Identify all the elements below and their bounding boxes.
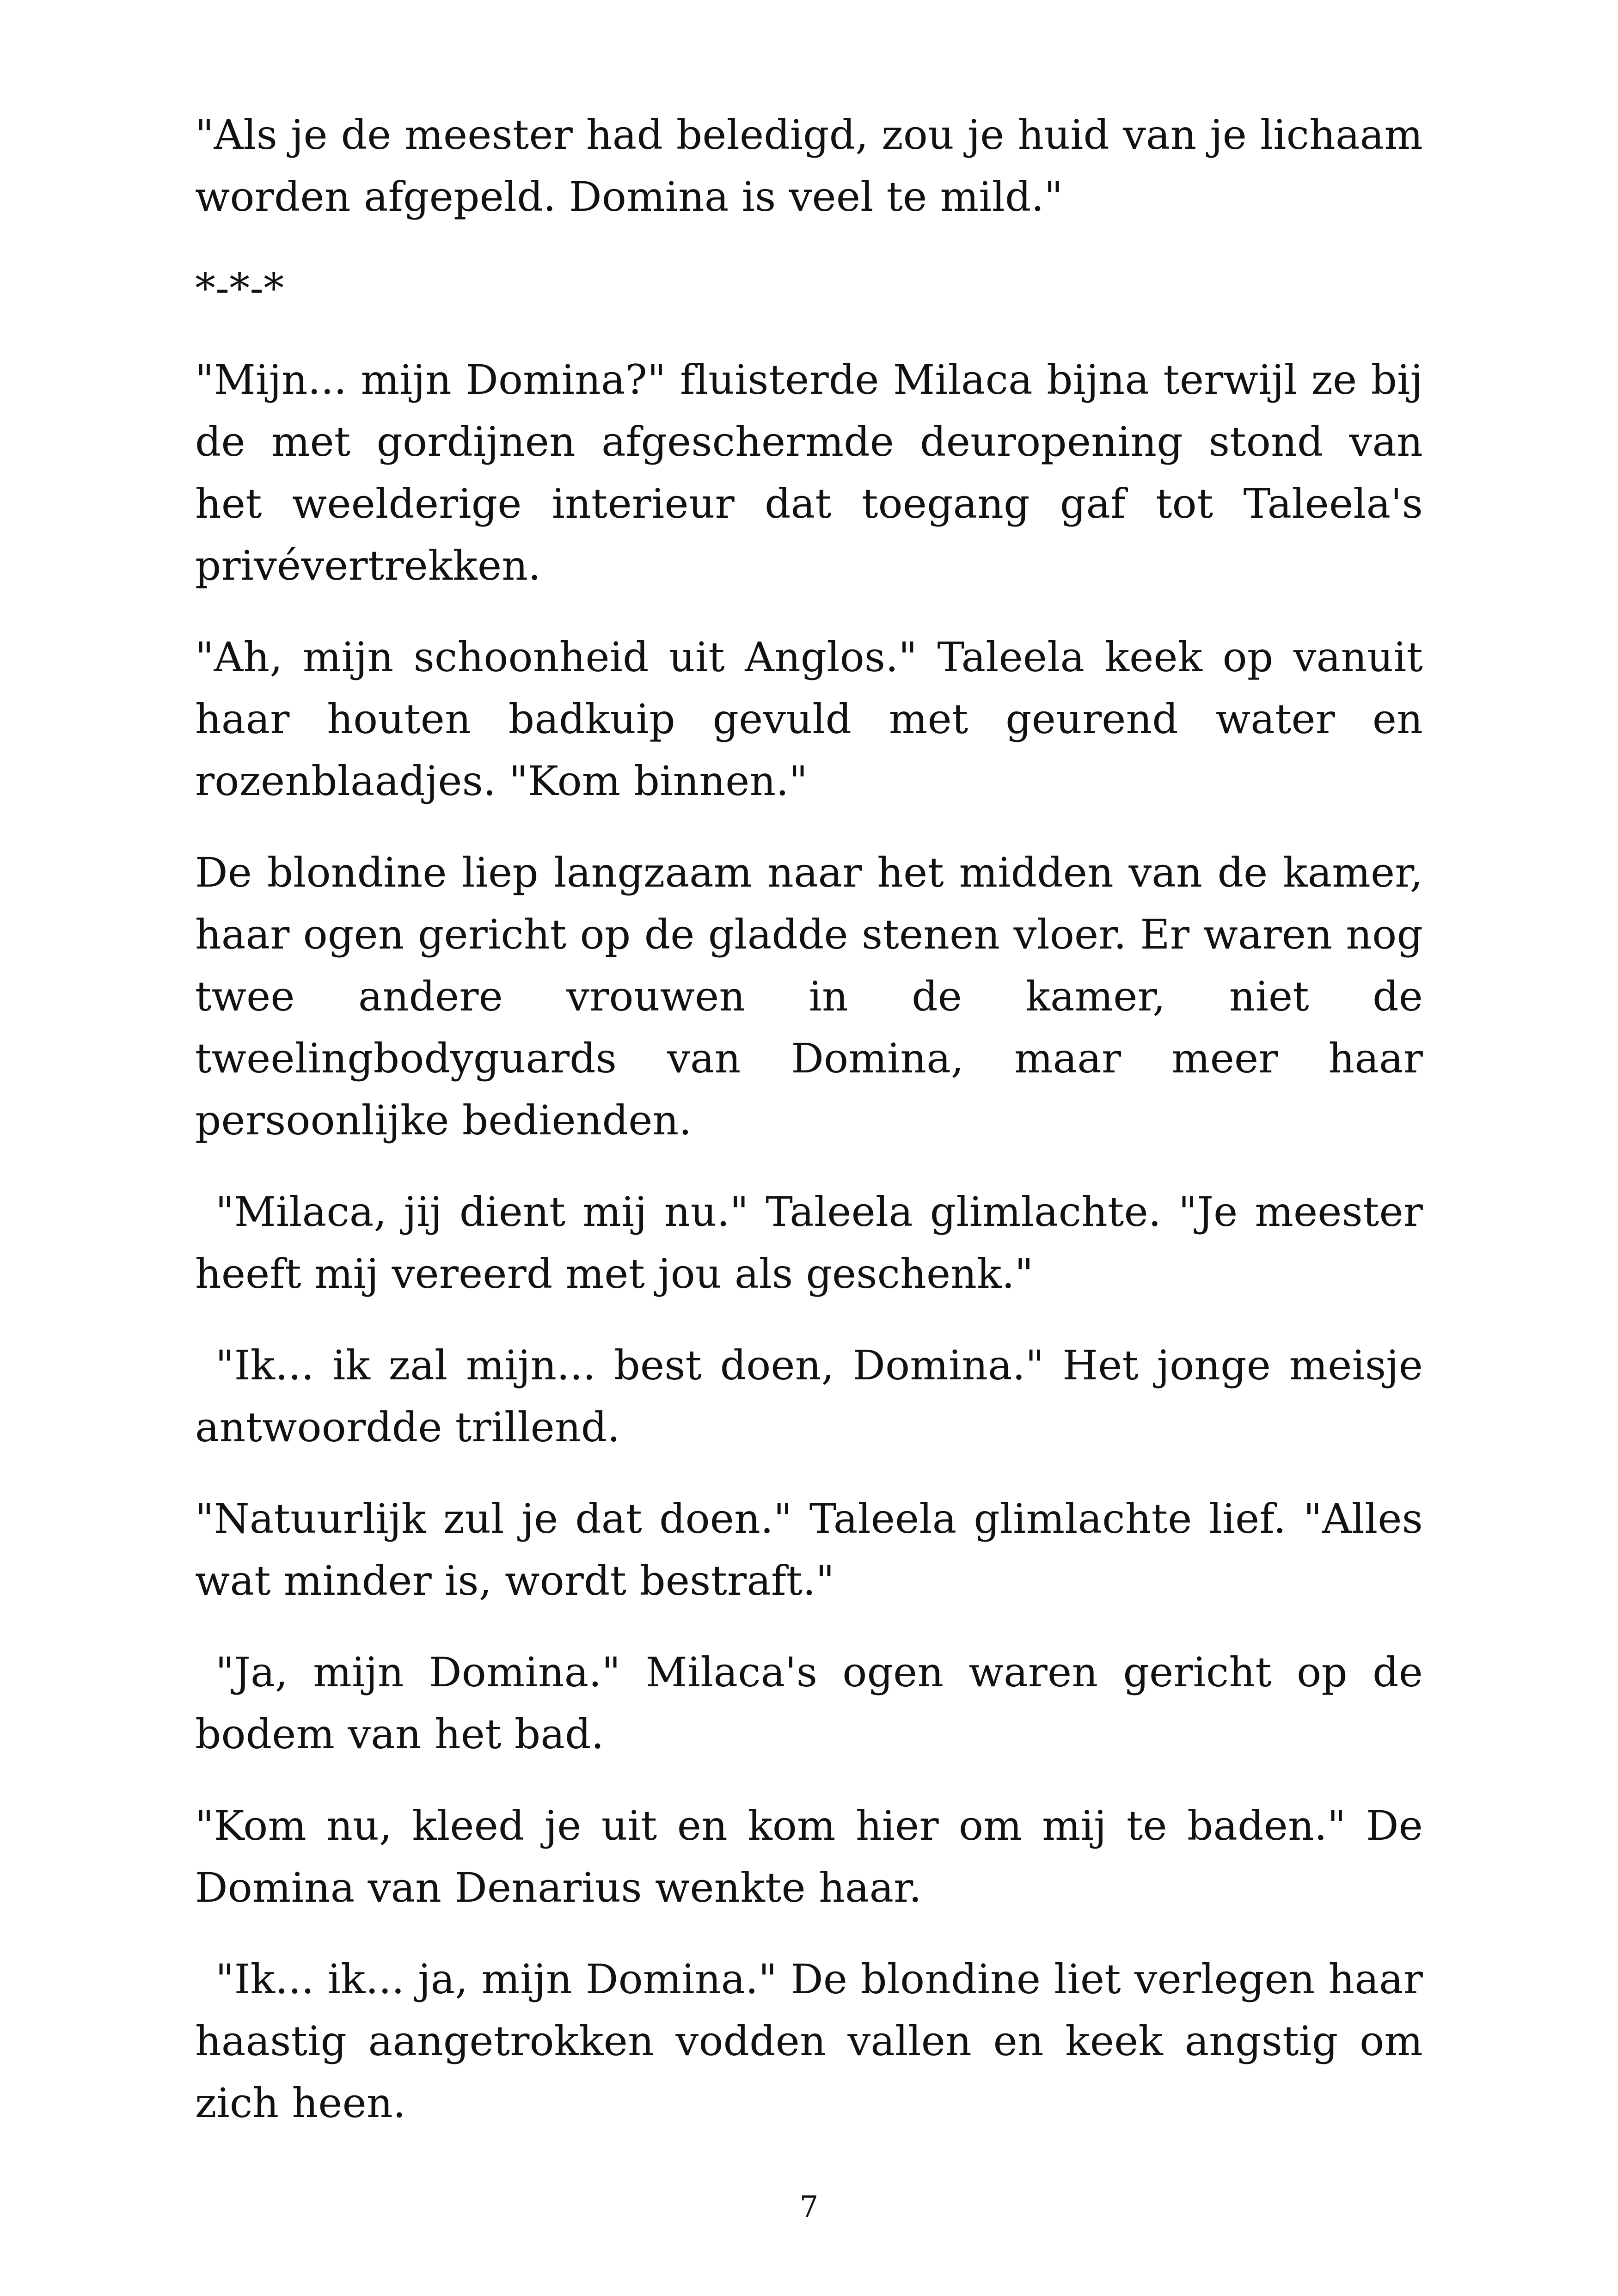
page-number: 7 (799, 2190, 819, 2224)
paragraph-8: "Natuurlijk zul je dat doen." Taleela glimlachte lief. "Alles wat minder is, wordt bestraft." (195, 1495, 1423, 1604)
paragraph-10: "Kom nu, kleed je uit en kom hier om mij te baden." De Domina van Denarius wenkte haar. (195, 1802, 1423, 1911)
paragraph-9: "Ja, mijn Domina." Milaca's ogen waren gericht op de bodem van het bad. (195, 1648, 1423, 1758)
paragraph-5: De blondine liep langzaam naar het midden van de kamer, haar ogen gericht op de gladde stenen vloer. Er waren nog twee andere vrouwen in de kamer, niet de tweelingbodyguards van Domina, maar meer haar persoonlijke bedienden. (195, 849, 1423, 1144)
paragraph-6: "Milaca, jij dient mij nu." Taleela glimlachte. "Je meester heeft mij vereerd met jou als geschenk." (195, 1188, 1423, 1298)
body-text (195, 104, 1423, 2164)
paragraph-4: "Ah, mijn schoonheid uit Anglos." Taleela keek op vanuit haar houten badkuip gevuld met geurend water en rozenblaadjes. "Kom binnen." (195, 633, 1423, 805)
paragraph-3: "Mijn... mijn Domina?" fluisterde Milaca bijna terwijl ze bij de met gordijnen afgeschermde deuropening stond van het weelderige interieur dat toegang gaf tot Taleela's privévertrekken. (195, 356, 1423, 589)
paragraph-1: "Als je de meester had beledigd, zou je huid van je lichaam worden afgepeld. Domina is veel te mild." (195, 111, 1423, 220)
paragraph-7: "Ik... ik zal mijn... best doen, Domina." Het jonge meisje antwoordde trillend. (195, 1341, 1423, 1451)
paragraph-11: "Ik... ik... ja, mijn Domina." De blondine liet verlegen haar haastig aangetrokken vodden vallen en keek angstig om zich heen. (195, 1955, 1423, 2127)
scene-separator: *-*-* (195, 264, 284, 312)
